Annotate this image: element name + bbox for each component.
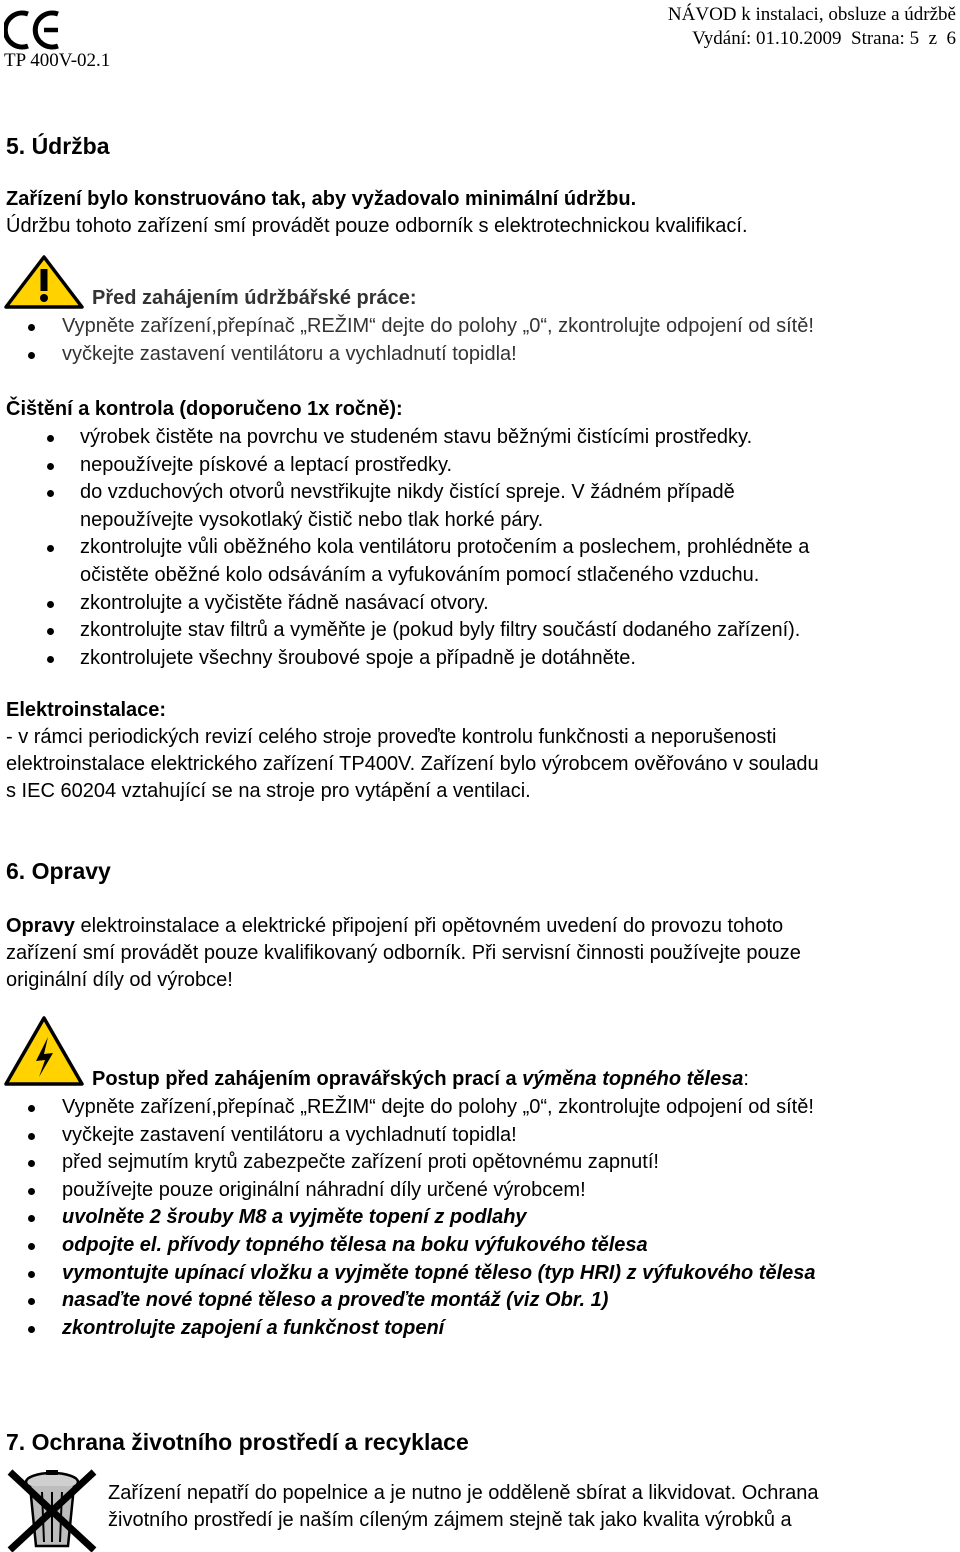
high-voltage-icon (3, 1015, 85, 1087)
list-item: před sejmutím krytů zabezpečte zařízení proti opětovnému zapnutí! (62, 1149, 816, 1177)
issue-and-page: Vydání: 01.10.2009 Strana: 5 z 6 (692, 28, 956, 49)
list-item: zkontrolujte stav filtrů a vyměňte je (pokud byly filtry součástí dodaného zařízení). (80, 617, 809, 645)
list-item: Vypněte zařízení,přepínač „REŽIM“ dejte do polohy „0“, zkontrolujte odpojení od sítě! (62, 1094, 816, 1122)
list-item: odpojte el. přívody topného tělesa na boku výfukového tělesa (62, 1232, 816, 1260)
warning-triangle-icon (3, 254, 85, 310)
document-title: NÁVOD k instalaci, obsluze a údržbě (667, 4, 956, 25)
list-item: nepoužívejte pískové a leptací prostředky. (80, 452, 809, 480)
list-item: vyčkejte zastavení ventilátoru a vychladnutí topidla! (62, 341, 814, 369)
repairs-para-line-1: Opravy elektroinstalace a elektrické připojení při opětovném uvedení do provozu tohoto (6, 915, 784, 937)
environment-line-1: Zařízení nepatří do popelnice a je nutno je odděleně sbírat a likvidovat. Ochrana (108, 1482, 819, 1504)
list-item: zkontrolujte zapojení a funkčnost topení (62, 1315, 816, 1343)
repairs-para-line-2: zařízení smí provádět pouze kvalifikovaný odborník. Při servisní činnosti používejte pouze (6, 942, 801, 964)
list-item: zkontrolujete všechny šroubové spoje a případně je dotáhněte. (80, 645, 809, 673)
electro-title: Elektroinstalace: (6, 699, 167, 721)
list-item: uvolněte 2 šrouby M8 a vyjměte topení z podlahy (62, 1204, 816, 1232)
electro-line-3: s IEC 60204 vztahující se na stroje pro vytápění a ventilaci. (6, 780, 531, 802)
list-item: nasaďte nové topné těleso a proveďte montáž (viz Obr. 1) (62, 1287, 816, 1315)
electro-line-2: elektroinstalace elektrického zařízení TP400V. Zařízení bylo výrobcem ověřováno v souladu (6, 753, 819, 775)
ce-mark-icon (4, 8, 62, 52)
procedure-title: Postup před zahájením opravářských prací a výměna topného tělesa: (92, 1068, 749, 1090)
list-item: zkontrolujte a vyčistěte řádně nasávací otvory. (80, 590, 809, 618)
warning-list (62, 313, 814, 368)
warning-title: Před zahájením údržbářské práce: (92, 287, 417, 309)
electro-line-1: - v rámci periodických revizí celého stroje proveďte kontrolu funkčnosti a neporušenosti (6, 726, 777, 748)
cleaning-list (80, 424, 809, 672)
list-item: vymontujte upínací vložku a vyjměte topné těleso (typ HRI) z výfukového tělesa (62, 1260, 816, 1288)
document-code: TP 400V-02.1 (4, 50, 111, 71)
maintenance-heading: 5. Údržba (6, 133, 110, 159)
maintenance-intro: Zařízení bylo konstruováno tak, aby vyžadovalo minimální údržbu. (6, 188, 637, 210)
environment-heading: 7. Ochrana životního prostředí a recyklace (6, 1429, 469, 1455)
crossed-bin-icon (2, 1462, 102, 1552)
cleaning-title: Čištění a kontrola (doporučeno 1x ročně): (6, 398, 403, 420)
repairs-heading: 6. Opravy (6, 858, 111, 884)
list-item: používejte pouze originální náhradní díly určené výrobcem! (62, 1177, 816, 1205)
list-item: do vzduchových otvorů nevstřikujte nikdy čistící spreje. V žádném případě nepoužívejte vysokotlaký čistič nebo tlak horké páry. (80, 479, 809, 534)
list-item: vyčkejte zastavení ventilátoru a vychladnutí topidla! (62, 1122, 816, 1150)
maintenance-qualification: Údržbu tohoto zařízení smí provádět pouze odborník s elektrotechnickou kvalifikací. (6, 215, 748, 237)
list-item: výrobek čistěte na povrchu ve studeném stavu běžnými čistícími prostředky. (80, 424, 809, 452)
environment-line-2: životního prostředí je naším cíleným zájmem stejně tak jako kvalita výrobků a (108, 1509, 792, 1531)
list-item: zkontrolujte vůli oběžného kola ventilátoru protočením a poslechem, prohlédněte a očistěte oběžné kolo odsáváním a vyfukováním pomocí stlačeného vzduchu. (80, 534, 809, 589)
procedure-steps (62, 1094, 816, 1342)
repairs-para-line-3: originální díly od výrobce! (6, 969, 233, 991)
list-item: Vypněte zařízení,přepínač „REŽIM“ dejte do polohy „0“, zkontrolujte odpojení od sítě! (62, 313, 814, 341)
